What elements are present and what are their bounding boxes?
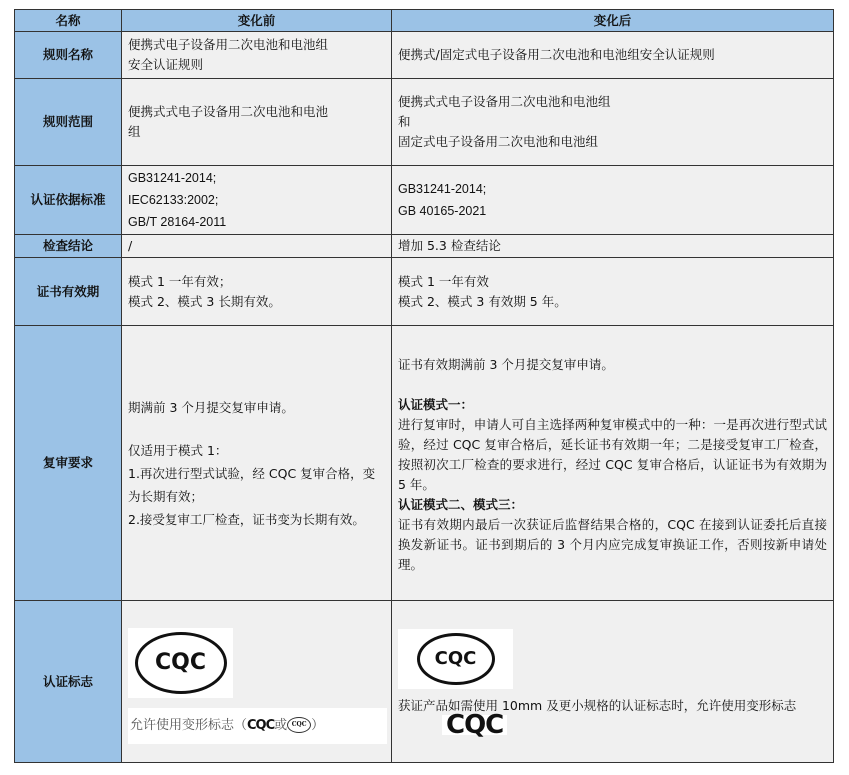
row-renewal	[15, 326, 834, 601]
after-cell	[392, 326, 834, 601]
section-title: 认证模式一：	[398, 397, 474, 412]
text: 允许使用变形标志（	[130, 717, 248, 733]
text-line: 模式 1 一年有效；	[128, 273, 232, 289]
before-cell	[122, 258, 392, 326]
cqc-logo	[398, 629, 513, 689]
logo-text: CQC	[434, 647, 477, 669]
text-line: 安全认证规则	[128, 57, 204, 72]
row-rule-name	[15, 32, 834, 79]
row-mark	[15, 601, 834, 763]
before-cell	[122, 32, 392, 79]
text-line: 便携式/固定式电子设备用二次电池和电池组安全认证规则	[398, 47, 715, 62]
text-line: 便携式式电子设备用二次电池和电池	[128, 104, 329, 119]
row-scope	[15, 79, 834, 166]
cqc-logo	[128, 628, 233, 698]
text-line: 期满前 3 个月提交复审申请。	[128, 399, 294, 415]
text-line: 便携式电子设备用二次电池和电池组	[128, 37, 329, 52]
variant-mark-note	[128, 708, 387, 744]
header-row	[15, 10, 834, 32]
text-line: 模式 1 一年有效	[398, 273, 489, 289]
row-label: 认证依据标准	[15, 166, 122, 235]
spacer	[398, 375, 827, 395]
spacer	[128, 419, 385, 439]
row-inspection	[15, 235, 834, 258]
after-cell	[392, 32, 834, 79]
after-cell	[392, 166, 834, 235]
text-line: 和	[398, 114, 411, 129]
row-label: 规则名称	[15, 32, 122, 79]
text: ）	[311, 717, 325, 733]
text-line: 模式 2、模式 3 长期有效。	[128, 293, 281, 309]
text-line: 证书有效期满前 3 个月提交复审申请。	[398, 357, 614, 372]
text-block: 获证产品如需使用 10mm 及更小规格的认证标志时，允许使用变形标志	[398, 697, 797, 713]
text-block: 进行复审时，申请人可自主选择两种复审模式中的一种：一是再次进行型式试验，经过 CQC 复审合格后，延长证书有效期一年；二是接受复审工厂检查，按照初次工厂检查的要求进行，经过 CQC 复审合格后，认证证书为有效期为 5 年。	[398, 417, 827, 492]
row-label: 规则范围	[15, 79, 122, 166]
row-validity	[15, 258, 834, 326]
text-line: GB31241-2014;	[128, 171, 217, 185]
header-before: 变化前	[122, 10, 392, 32]
text-block: 证书有效期内最后一次获证后监督结果合格的，CQC 在接到认证委托后直接换发新证书。证书到期后的 3 个月内应完成复审换证工作，否则按新申请处理。	[398, 517, 827, 572]
cqc-variant-mark: CQC	[442, 715, 507, 735]
text-line: GB/T 28164-2011	[128, 215, 227, 229]
before-cell	[122, 166, 392, 235]
logo-text: CQC	[155, 649, 206, 675]
header-after: 变化后	[392, 10, 834, 32]
cqc-mini-oval-icon: CQC	[287, 717, 311, 733]
row-label: 复审要求	[15, 326, 122, 601]
cqc-logo-icon	[135, 632, 227, 694]
text-line: 2.接受复审工厂检查，证书变为长期有效。	[128, 511, 365, 527]
row-label: 检查结论	[15, 235, 122, 258]
after-cell	[392, 601, 834, 763]
after-cell	[392, 258, 834, 326]
before-cell	[122, 601, 392, 763]
header-name: 名称	[15, 10, 122, 32]
row-standards	[15, 166, 834, 235]
text: 或	[274, 717, 288, 733]
text-line: 模式 2、模式 3 有效期 5 年。	[398, 293, 567, 309]
before-cell	[122, 79, 392, 166]
row-label: 证书有效期	[15, 258, 122, 326]
text-line: 1.再次进行型式试验，经 CQC 复审合格，变为长期有效；	[128, 465, 376, 504]
comparison-table	[14, 9, 834, 763]
after-cell: 增加 5.3 检查结论	[392, 235, 834, 258]
row-label: 认证标志	[15, 601, 122, 763]
section-title: 认证模式二、模式三：	[398, 497, 524, 512]
text-line: GB31241-2014;	[398, 182, 487, 196]
text-line: 组	[128, 124, 141, 139]
before-cell	[122, 326, 392, 601]
text-line: IEC62133:2002;	[128, 193, 219, 207]
text-line: 固定式电子设备用二次电池和电池组	[398, 134, 599, 149]
cqc-logo-icon	[417, 633, 495, 685]
text-line: 仅适用于模式 1：	[128, 442, 228, 458]
text-line: GB 40165-2021	[398, 204, 487, 218]
text-line: 便携式式电子设备用二次电池和电池组	[398, 94, 611, 109]
cqc-bold-mark: CQC	[247, 717, 275, 733]
after-cell	[392, 79, 834, 166]
before-cell: /	[122, 235, 392, 258]
